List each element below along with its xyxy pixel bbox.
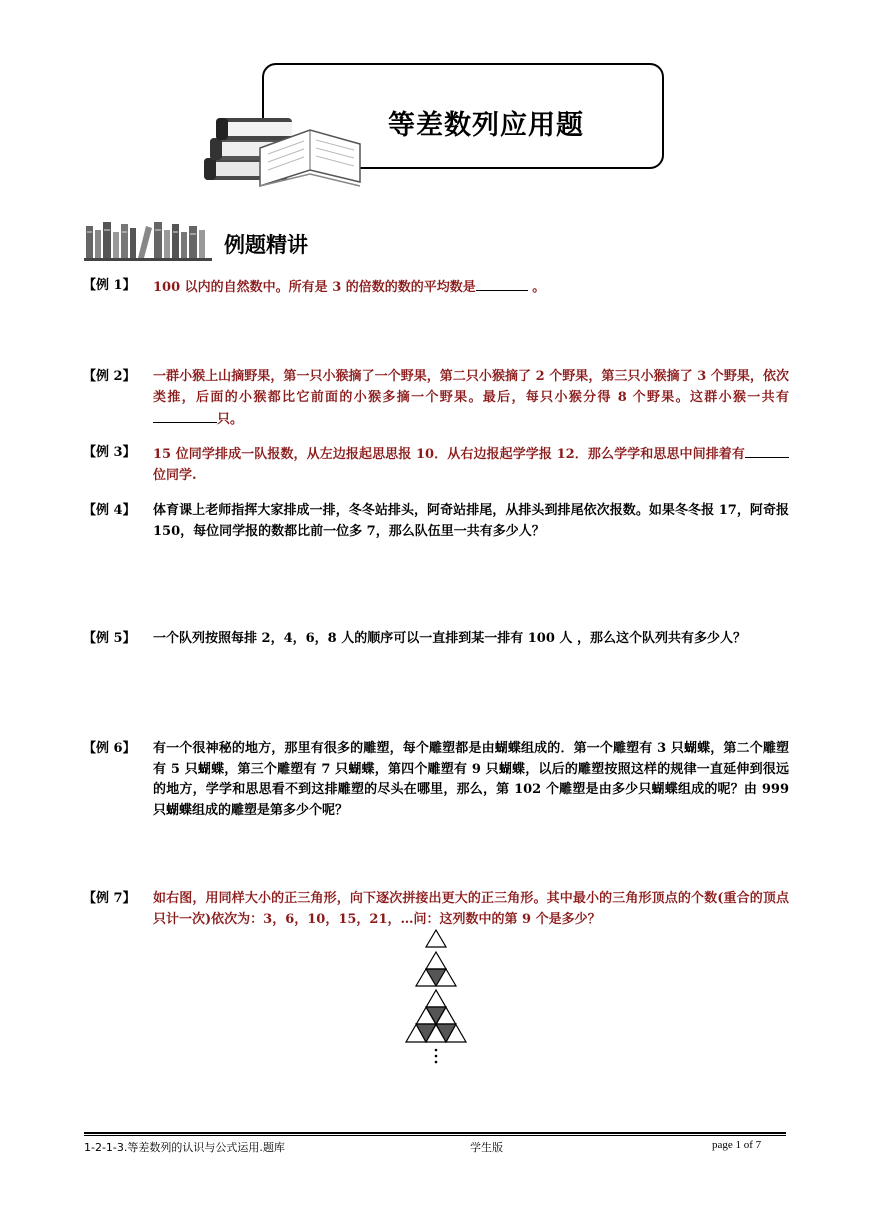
example-label: 【例 2】 bbox=[83, 369, 136, 384]
example-text-part: 15 位同学排成一队报数，从左边报起思思报 10．从右边报起学学报 12．那么学学和思思中间排着有 bbox=[153, 447, 745, 462]
example-text bbox=[153, 367, 789, 431]
example-label: 【例 6】 bbox=[83, 741, 136, 756]
books-illustration-icon bbox=[200, 108, 370, 194]
answer-blank bbox=[153, 408, 217, 423]
example-text: 一个队列按照每排 2，4，6，8 人的顺序可以一直排到某一排有 100 人 ，那么这个队列共有多少人？ bbox=[153, 631, 746, 646]
example-label: 【例 4】 bbox=[83, 503, 136, 518]
example-label: 【例 3】 bbox=[83, 445, 136, 460]
example-text-part: 。 bbox=[527, 280, 546, 295]
stacked-triangles-figure bbox=[398, 926, 474, 1072]
example-label: 【例 5】 bbox=[83, 631, 136, 646]
section-title: 例题精讲 bbox=[224, 233, 308, 257]
answer-blank bbox=[476, 276, 528, 291]
example-text-part: 100 以内的自然数中。所有是 3 的倍数的数的平均数是 bbox=[153, 280, 476, 295]
example-text: 体育课上老师指挥大家排成一排，冬冬站排头，阿奇站排尾，从排头到排尾依次报数。如果冬冬报 17，阿奇报 150，每位同学报的数都比前一位多 7，那么队伍里一共有多少人？ bbox=[153, 503, 789, 539]
footer-rule bbox=[84, 1135, 786, 1136]
example-label: 【例 7】 bbox=[83, 891, 136, 906]
example-text-part: 一群小猴上山摘野果，第一只小猴摘了一个野果，第二只小猴摘了 2 个野果，第三只小猴摘了 3 个野果，依次类推，后面的小猴都比它前面的小猴多摘一个野果。最后，每只小猴分得 8 个野果。这群小猴一共有 bbox=[153, 369, 789, 405]
example-text bbox=[153, 276, 789, 299]
footer-rule bbox=[84, 1132, 786, 1134]
bookshelf-icon bbox=[84, 218, 214, 266]
example-text: 如右图，用同样大小的正三角形，向下逐次拼接出更大的正三角形。其中最小的三角形顶点的个数(重合的顶点只计一次)依次为：3，6，10，15，21，…问：这列数中的第 9 个是多少？ bbox=[153, 891, 789, 927]
page-number: page 1 of 7 bbox=[712, 1139, 762, 1151]
example-label: 【例 1】 bbox=[83, 278, 136, 293]
footer-edition: 学生版 bbox=[470, 1141, 503, 1154]
footer-source: 1-2-1-3.等差数列的认识与公式运用.题库 bbox=[84, 1141, 285, 1154]
example-text-part: 位同学. bbox=[153, 467, 197, 483]
page-title: 等差数列应用题 bbox=[388, 110, 584, 141]
example-text bbox=[153, 443, 789, 486]
answer-blank bbox=[745, 443, 789, 458]
example-text-part: 只。 bbox=[217, 412, 244, 427]
example-text: 有一个很神秘的地方，那里有很多的雕塑，每个雕塑都是由蝴蝶组成的．第一个雕塑有 3 只蝴蝶，第二个雕塑有 5 只蝴蝶，第三个雕塑有 7 只蝴蝶，第四个雕塑有 9 只蝴蝶，以后的雕塑按照这样的规律一直延伸到很远的地方，学学和思思看不到这排雕塑的尽头在哪里，那么，第 102 个雕塑是由多少只蝴蝶组成的呢？由 999 只蝴蝶组成的雕塑是第多少个呢？ bbox=[153, 741, 789, 818]
